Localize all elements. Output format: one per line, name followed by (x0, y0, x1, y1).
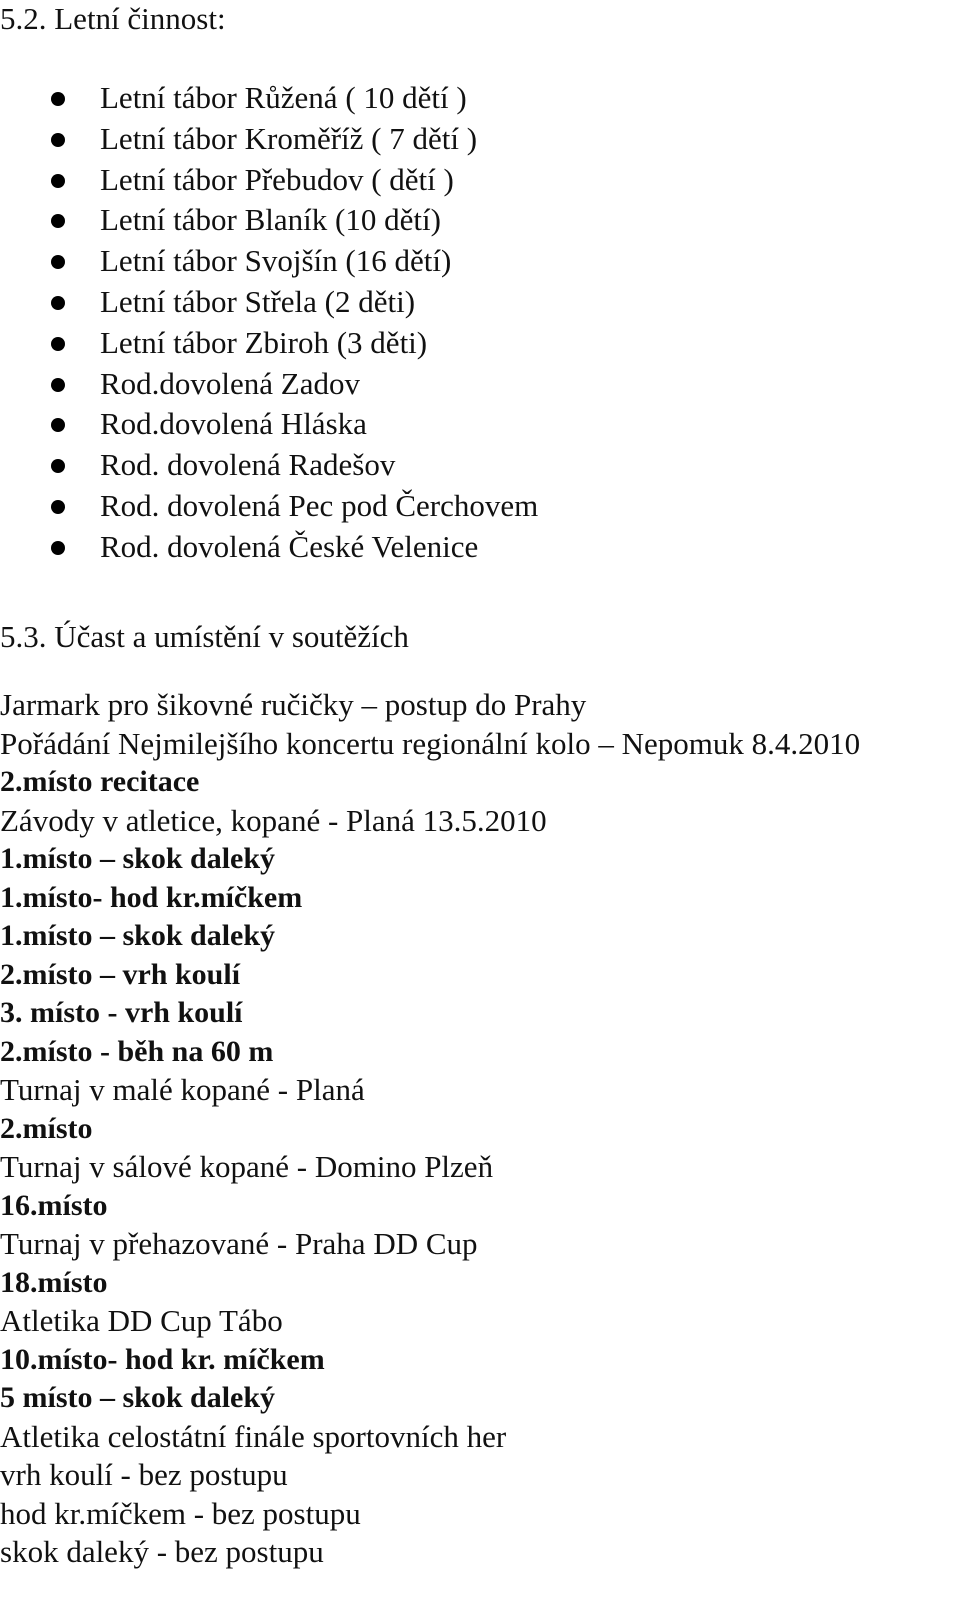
competition-results-list (0, 686, 860, 1572)
list-item-text: Rod. dovolená Radešov (100, 447, 396, 483)
bullet-icon (51, 296, 65, 310)
bullet-icon (51, 255, 65, 269)
bullet-icon (51, 337, 65, 351)
result-placement: 2.místo – vrh koulí (0, 957, 241, 991)
bullet-icon (51, 418, 65, 432)
list-item-text: Rod.dovolená Zadov (100, 365, 361, 401)
bullet-icon (51, 541, 65, 555)
result-placement: 2.místo recitace (0, 765, 200, 798)
bullet-icon (51, 92, 65, 106)
list-item-text: Rod.dovolená Hláska (100, 406, 367, 442)
bullet-icon (51, 174, 65, 188)
event-line: Jarmark pro šikovné ručičky – postup do Prahy (0, 687, 587, 722)
result-placement: 1.místo – skok daleký (0, 842, 276, 875)
list-item-text: Letní tábor Blaník (10 dětí) (100, 202, 441, 238)
result-placement: 10.místo- hod kr. míčkem (0, 1342, 325, 1376)
list-item-text: Rod. dovolená Pec pod Čerchovem (100, 487, 539, 523)
bullet-icon (51, 214, 65, 228)
result-placement: 1.místo- hod kr.míčkem (0, 880, 303, 914)
bullet-icon (51, 459, 65, 473)
result-placement: 3. místo - vrh koulí (0, 996, 243, 1029)
section-heading-competitions: 5.3. Účast a umístění v soutěžích (0, 619, 409, 654)
event-line: skok daleký - bez postupu (0, 1534, 324, 1569)
list-item-text: Letní tábor Růžená ( 10 dětí ) (100, 80, 467, 115)
bullet-icon (51, 378, 65, 392)
result-placement: 2.místo (0, 1111, 93, 1145)
event-line: hod kr.míčkem - bez postupu (0, 1495, 361, 1531)
event-line: Závody v atletice, kopané - Planá 13.5.2010 (0, 802, 547, 838)
result-placement: 18.místo (0, 1265, 108, 1299)
list-item-text: Letní tábor Střela (2 děti) (100, 283, 416, 319)
result-placement: 16.místo (0, 1188, 108, 1222)
event-line: Atletika celostátní finále sportovních her (0, 1418, 507, 1454)
list-item-text: Letní tábor Kroměříž ( 7 dětí ) (100, 120, 478, 156)
event-line: Turnaj v přehazované - Praha DD Cup (0, 1226, 478, 1261)
section-heading-summer: 5.2. Letní činnost: (0, 1, 226, 36)
list-item-text: Letní tábor Svojšín (16 dětí) (100, 243, 452, 279)
result-placement: 2.místo - běh na 60 m (0, 1034, 274, 1068)
bullet-icon (51, 500, 65, 514)
list-item-text: Letní tábor Přebudov ( dětí ) (100, 161, 454, 197)
event-line: Turnaj v sálové kopané - Domino Plzeň (0, 1149, 494, 1184)
list-item-text: Rod. dovolená České Velenice (100, 528, 479, 564)
result-placement: 1.místo – skok daleký (0, 919, 276, 952)
event-line: Atletika DD Cup Tábo (0, 1303, 283, 1338)
bullet-icon (51, 133, 65, 147)
result-placement: 5 místo – skok daleký (0, 1381, 276, 1414)
list-item-text: Letní tábor Zbiroh (3 děti) (100, 324, 428, 360)
event-line: Pořádání Nejmilejšího koncertu regionální kolo – Nepomuk 8.4.2010 (0, 725, 861, 761)
event-line: vrh koulí - bez postupu (0, 1457, 288, 1492)
event-line: Turnaj v malé kopané - Planá (0, 1072, 365, 1107)
